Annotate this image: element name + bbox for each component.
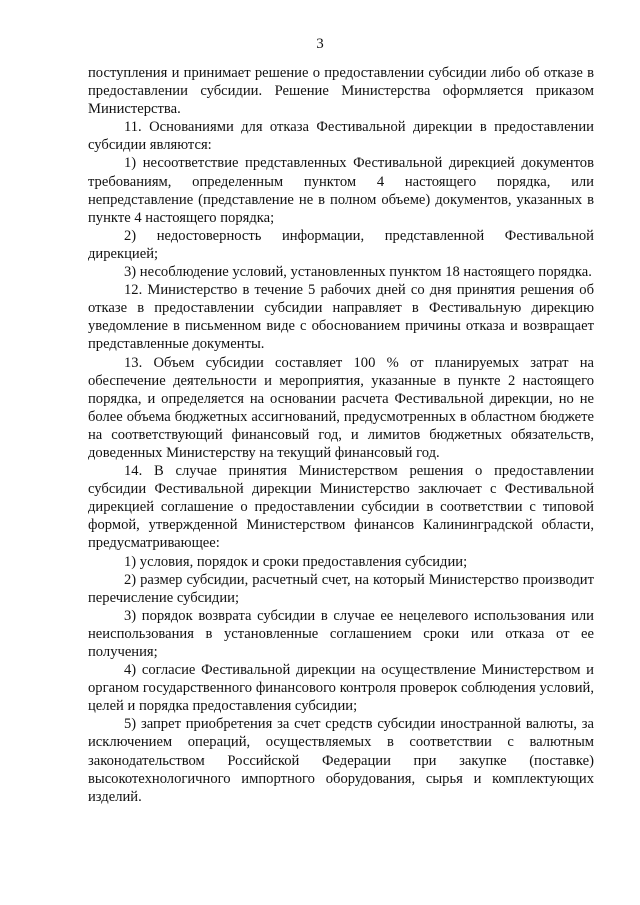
paragraph-clause-11-item-1: 1) несоответствие представленных Фестивальной дирекцией документов требованиям, определенным пунктом 4 настоящего порядка, или непредставление (представление не в полном объеме) документов, указанных в пункте 4 настоящего порядка; xyxy=(88,155,594,226)
paragraph-clause-14-item-3: 3) порядок возврата субсидии в случае ее нецелевого использования или неиспользования в установленные соглашением сроки или отказа от ее получения; xyxy=(88,607,594,660)
paragraph-clause-12: 12. Министерство в течение 5 рабочих дней со дня принятия решения об отказе в предоставлении субсидии направляет в Фестивальную дирекцию уведомление в письменном виде с обоснованием причины отказа и возвращает представленные документы. xyxy=(88,282,594,353)
paragraph-clause-14-item-2: 2) размер субсидии, расчетный счет, на который Министерство производит перечисление субсидии; xyxy=(88,571,594,606)
paragraph-clause-13: 13. Объем субсидии составляет 100 % от планируемых затрат на обеспечение деятельности и мероприятия, указанные в пункте 2 настоящего порядка, и определяется на основании расчета Фестивальной дирекции, но не более объема бюджетных ассигнований, предусмотренных в областном бюджете на соответствующий финансовый год, и лимитов бюджетных обязательств, доведенных Министерству на текущий финансовый год. xyxy=(88,354,594,461)
paragraph-continuation: поступления и принимает решение о предоставлении субсидии либо об отказе в предоставлении субсидии. Решение Министерства оформляется приказом Министерства. xyxy=(88,65,594,118)
document-body xyxy=(88,64,594,806)
paragraph-clause-14-item-4: 4) согласие Фестивальной дирекции на осуществление Министерством и органом государственного финансового контроля проверок соблюдения условий, целей и порядка предоставления субсидии; xyxy=(88,662,594,715)
paragraph-clause-11-item-2: 2) недостоверность информации, представленной Фестивальной дирекцией; xyxy=(88,227,594,262)
paragraph-clause-11-item-3: 3) несоблюдение условий, установленных пунктом 18 настоящего порядка. xyxy=(124,264,592,281)
paragraph-clause-14: 14. В случае принятия Министерством решения о предоставлении субсидии Фестивальной дирекции Министерство заключает с Фестивальной дирекцией соглашение о предоставлении субсидии в соответствии с типовой формой, утвержденной Министерством финансов Калининградской области, предусматривающее: xyxy=(88,463,594,552)
paragraph-clause-11: 11. Основаниями для отказа Фестивальной дирекции в предоставлении субсидии являются: xyxy=(88,119,594,154)
paragraph-clause-14-item-5: 5) запрет приобретения за счет средств субсидии иностранной валюты, за исключением операций, осуществляемых в соответствии с валютным законодательством Российской Федерации при закупке (поставке) высокотехнологичного импортного оборудования, сырья и комплектующих изделий. xyxy=(88,716,594,805)
page-number: 3 xyxy=(316,36,324,52)
paragraph-clause-14-item-1: 1) условия, порядок и сроки предоставления субсидии; xyxy=(124,553,468,570)
